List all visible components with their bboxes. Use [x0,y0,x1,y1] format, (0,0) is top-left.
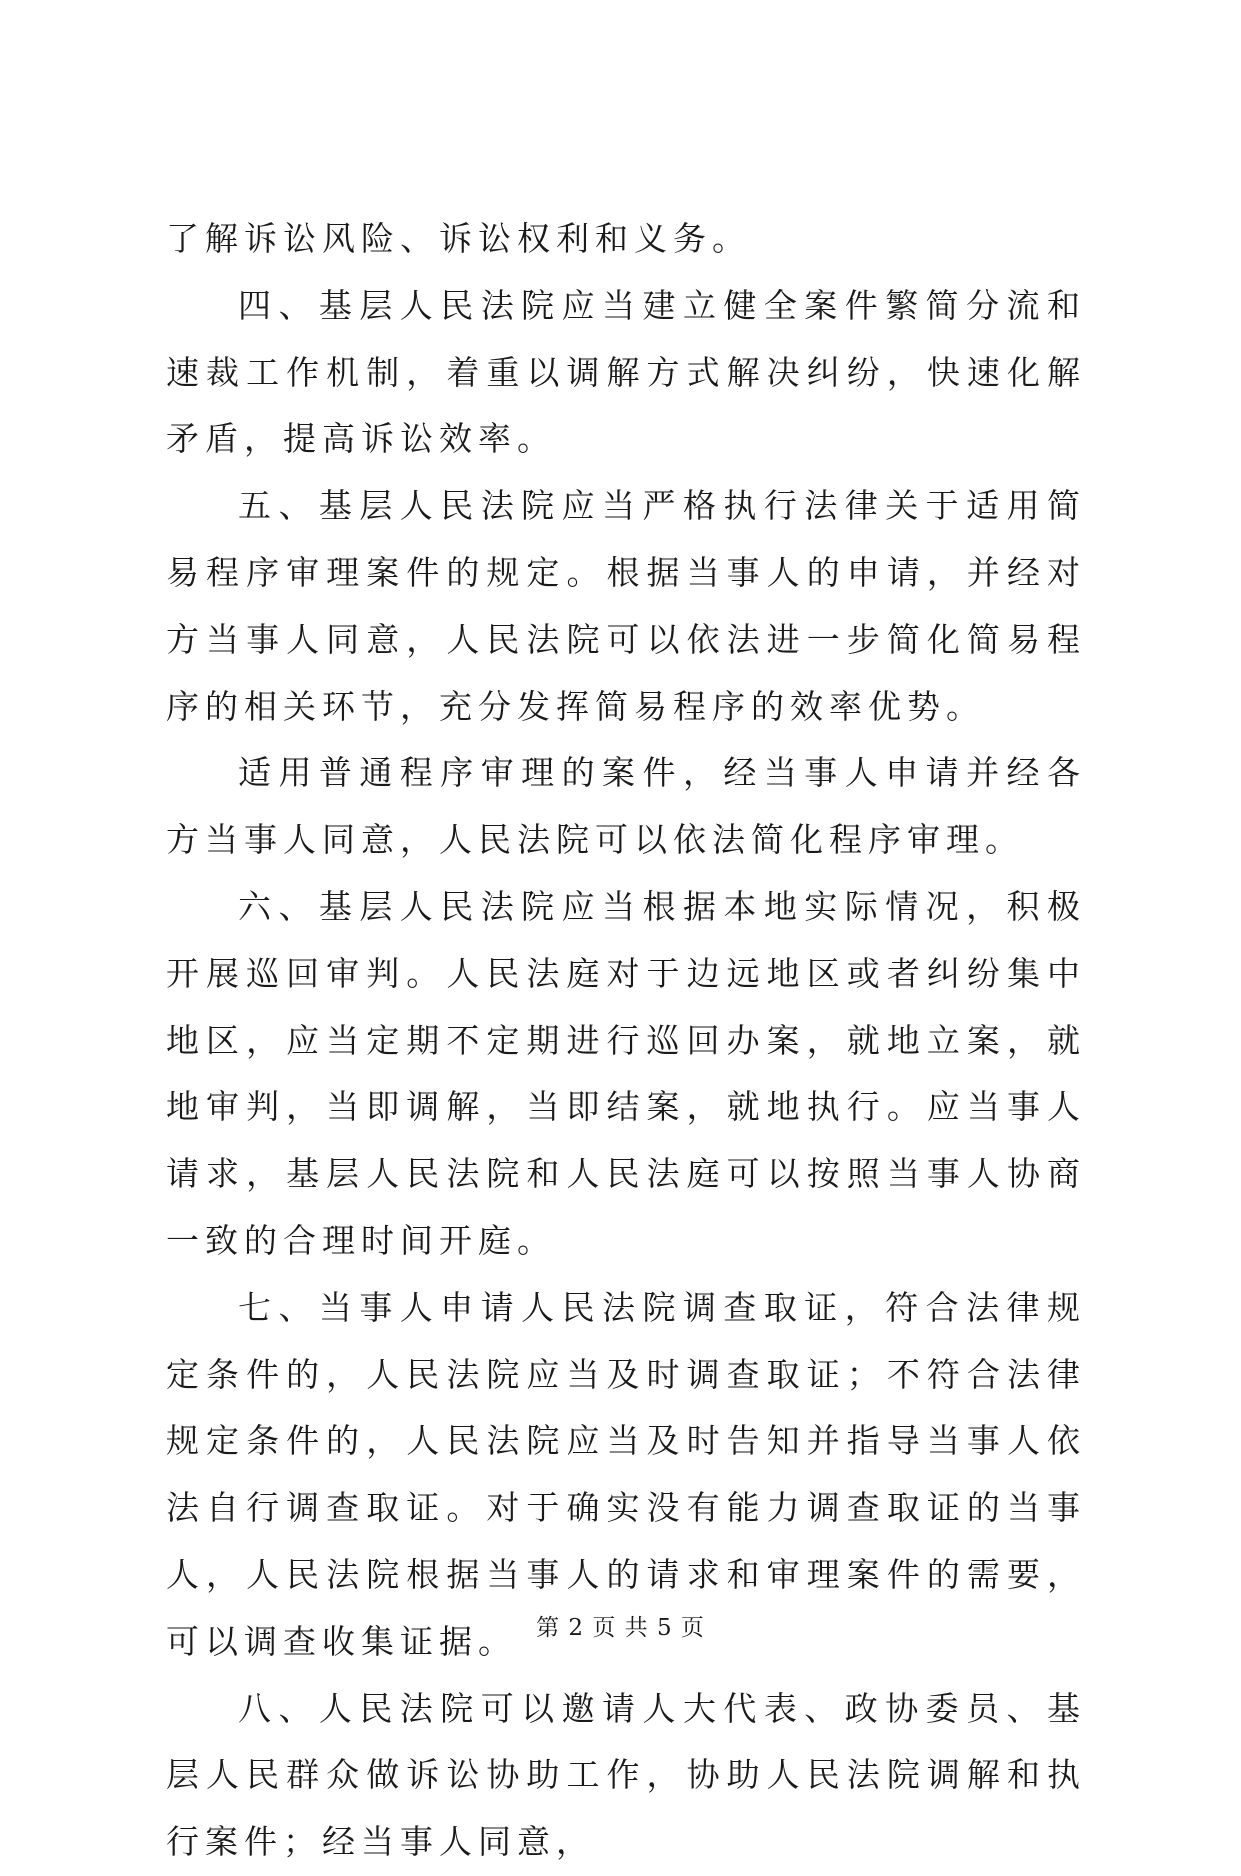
paragraph-ordinary-procedure: 适用普通程序审理的案件，经当事人申请并经各方当事人同意，人民法院可以依法简化程序审理。 [166,753,1086,860]
paragraph-article-5: 五、基层人民法院应当严格执行法律关于适用简易程序审理案件的规定。根据当事人的申请，并经对方当事人同意，人民法院可以依法进一步简化简易程序的相关环节，充分发挥简易程序的效率优势。 [166,486,1086,726]
paragraph-article-7: 七、当事人申请人民法院调查取证，符合法律规定条件的，人民法院应当及时调查取证；不符合法律规定条件的，人民法院应当及时告知并指导当事人依法自行调查取证。对于确实没有能力调查取证的当事人，人民法院根据当事人的请求和审理案件的需要，可以调查收集证据。 [166,1287,1086,1661]
paragraph-article-8: 八、人民法院可以邀请人大代表、政协委员、基层人民群众做诉讼协助工作，协助人民法院调解和执行案件；经当事人同意， [166,1688,1086,1862]
paragraph-article-4: 四、基层人民法院应当建立健全案件繁简分流和速裁工作机制，着重以调解方式解决纠纷，快速化解矛盾，提高诉讼效率。 [166,285,1086,459]
paragraph-article-6: 六、基层人民法院应当根据本地实际情况，积极开展巡回审判。人民法庭对于边远地区或者纠纷集中地区，应当定期不定期进行巡回办案，就地立案，就地审判，当即调解，当即结案，就地执行。应当事人请求，基层人民法院和人民法庭可以按照当事人协商一致的合理时间开庭。 [166,886,1086,1260]
page-number-footer: 第 2 页 共 5 页 [536,1615,705,1641]
paragraph-continuation: 了解诉讼风险、诉讼权利和义务。 [166,219,751,258]
